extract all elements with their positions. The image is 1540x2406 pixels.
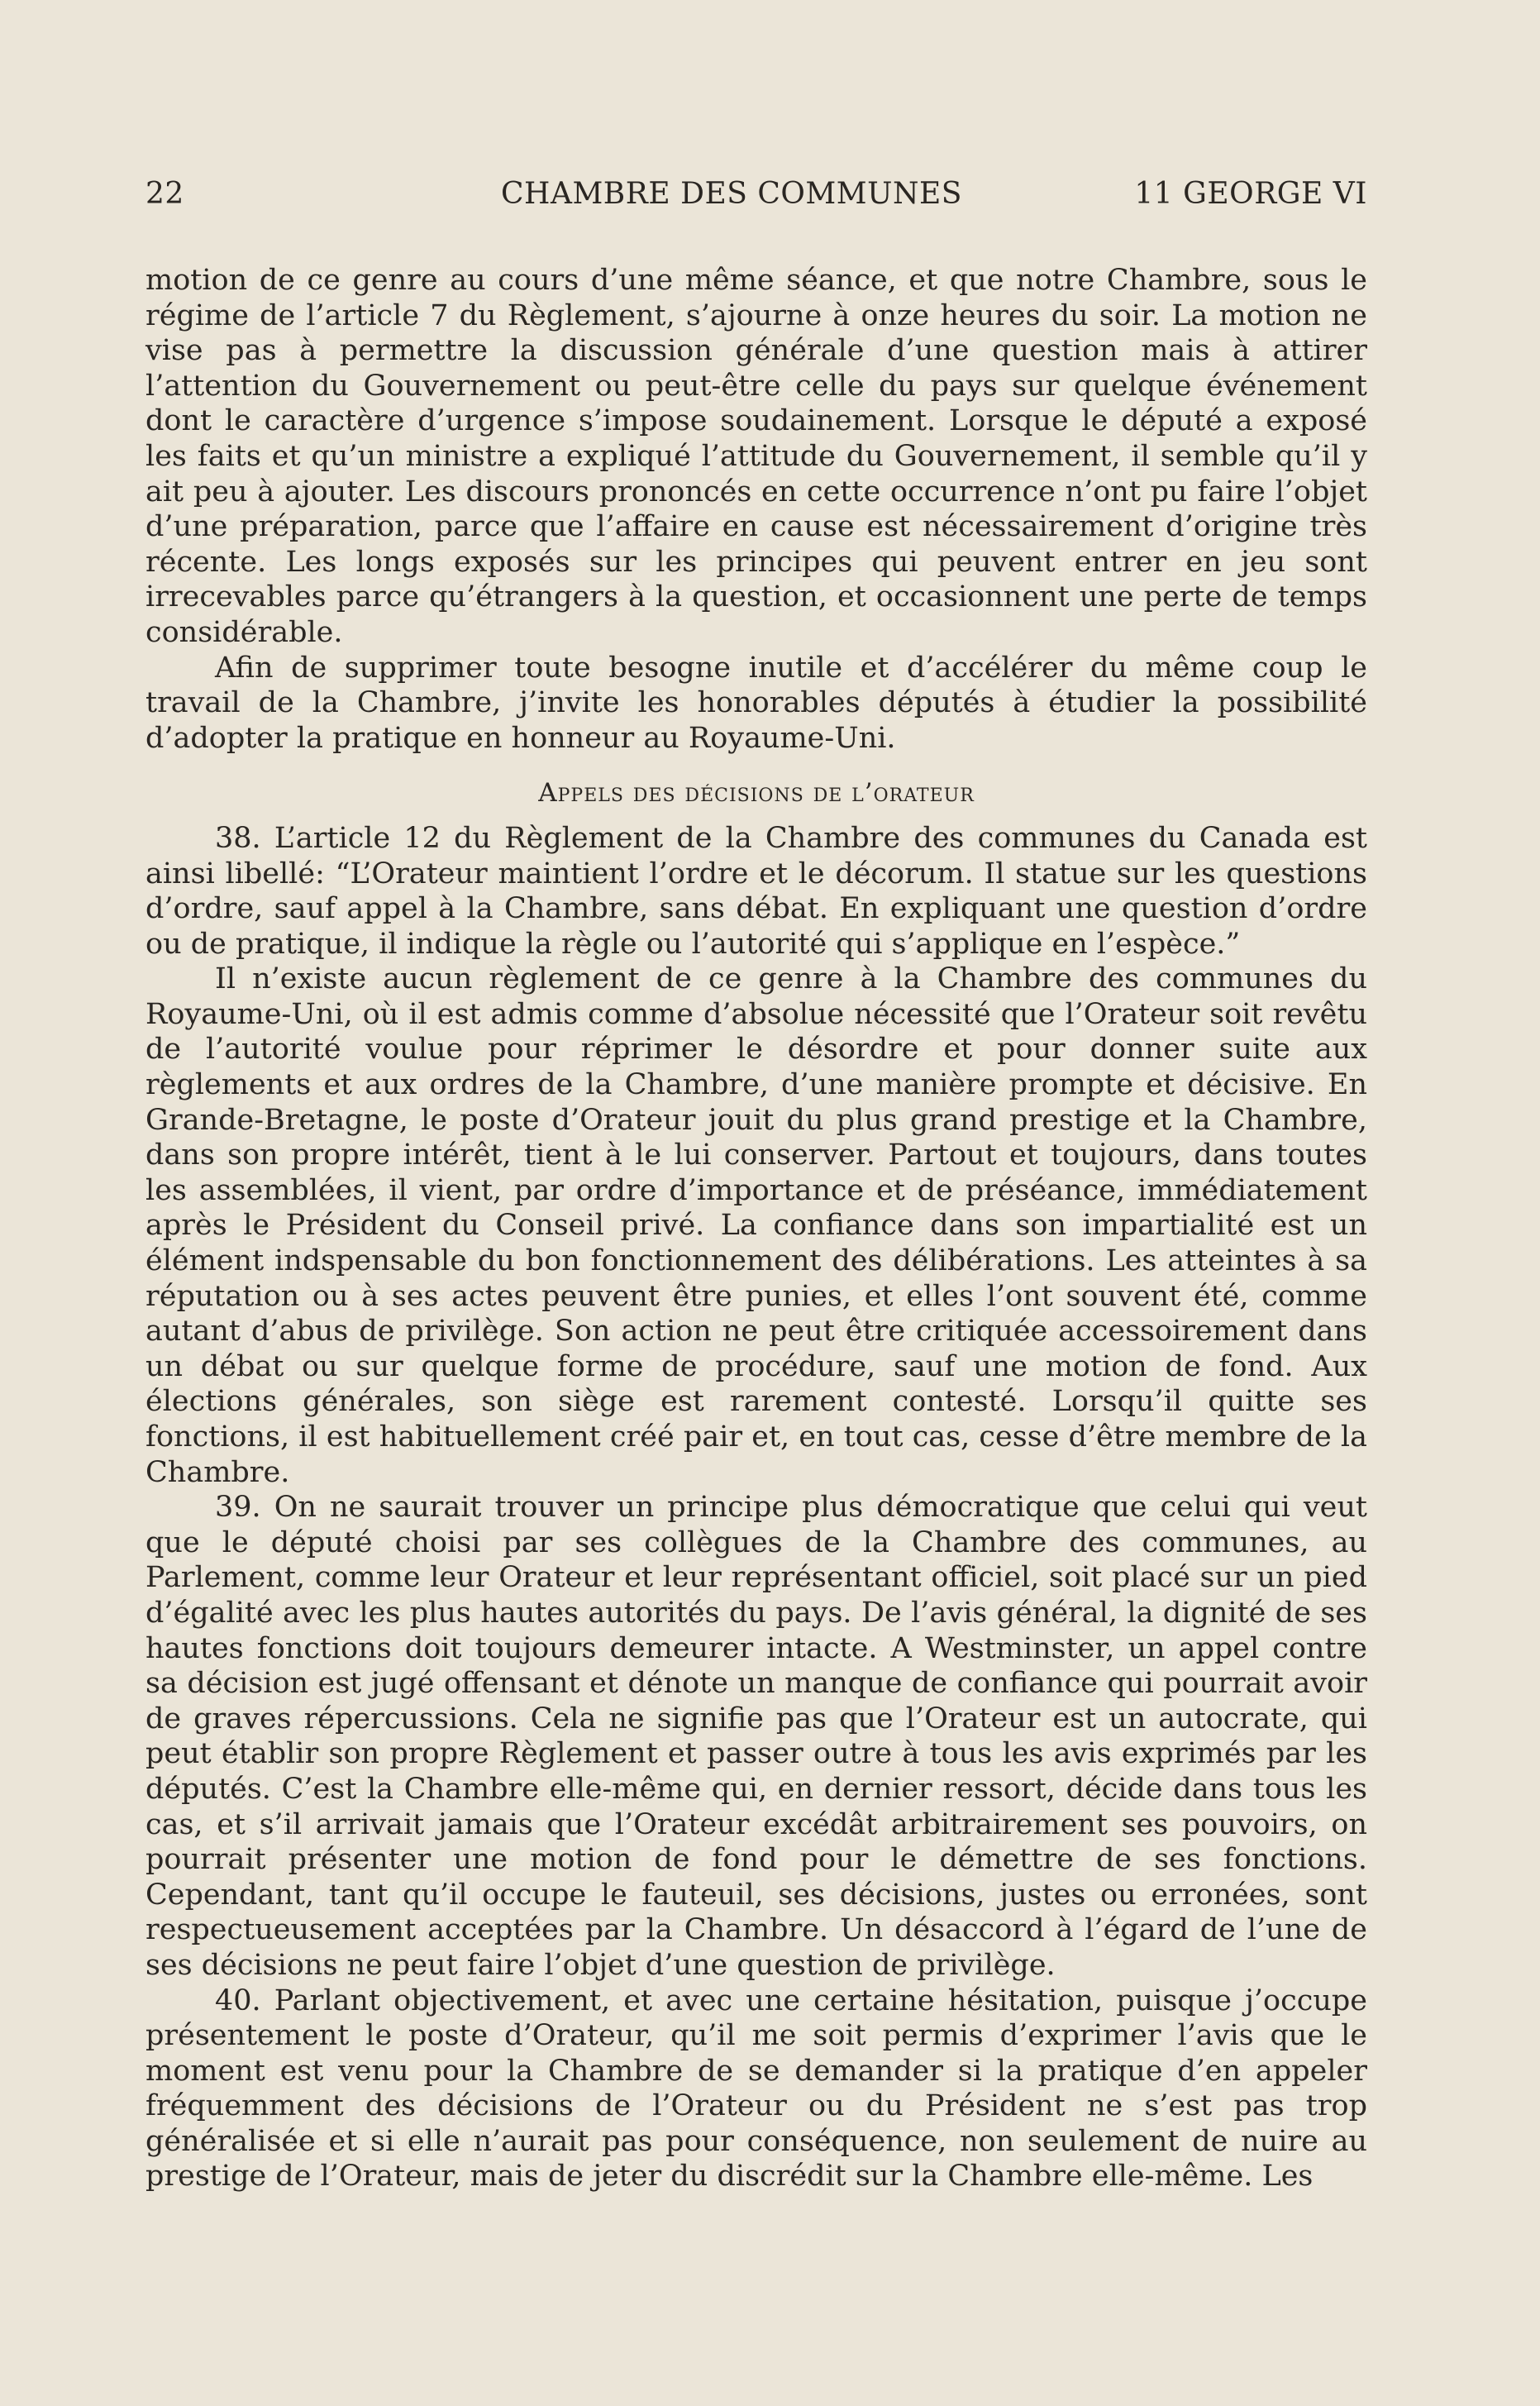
paragraph-38: 38. L’article 12 du Règlement de la Chambre des communes du Canada est ainsi libellé: “L’Orateur maintient l’ordre et le décorum. Il statue sur les questions d’ordre, sauf appel à la Chambre, sans débat. En expliquant une question d’ordre ou de pratique, il indique la règle ou l’autorité qui s’applique en l’espèce.” xyxy=(145,821,1367,961)
paragraph: Il n’existe aucun règlement de ce genre à la Chambre des communes du Royaume-Uni, où il est admis comme d’absolue nécessité que l’Orateur soit revêtu de l’autorité voulue pour réprimer le désordre et pour donner suite aux règlements et aux ordres de la Chambre, d’une manière prompte et décisive. En Grande-Bretagne, le poste d’Orateur jouit du plus grand prestige et la Chambre, dans son propre intérêt, tient à le lui conserver. Partout et toujours, dans toutes les assemblées, il vient, par ordre d’importance et de préséance, immédiatement après le Président du Conseil privé. La confiance dans son impartialité est un élément indspensable du bon fonctionnement des délibérations. Les atteintes à sa réputation ou à ses actes peuvent être punies, et elles l’ont souvent été, comme autant d’abus de privilège. Son action ne peut être critiquée accessoirement dans un débat ou sur quelque forme de procédure, sauf une motion de fond. Aux élections générales, son siège est rarement contesté. Lorsqu’il quitte ses fonctions, il est habituellement créé pair et, en tout cas, cesse d’être membre de la Chambre. xyxy=(145,962,1367,1489)
session-label: 11 GEORGE VI xyxy=(1134,177,1367,211)
section-heading: Appels des décisions de l’orateur xyxy=(538,778,975,809)
paragraph: Afin de supprimer toute besogne inutile et d’accélérer du même coup le travail de la Chambre, j’invite les honorables députés à étudier la possibilité d’adopter la pratique en honneur au Royaume-Uni. xyxy=(145,651,1367,755)
page-number: 22 xyxy=(145,177,184,211)
running-title: CHAMBRE DES COMMUNES xyxy=(501,177,962,211)
body-text xyxy=(145,263,1367,2194)
paragraph-continued: motion de ce genre au cours d’une même séance, et que notre Chambre, sous le régime de l’article 7 du Règlement, s’ajourne à onze heures du soir. La motion ne vise pas à permettre la discussion générale d’une question mais à attirer l’attention du Gouvernement ou peut-être celle du pays sur quelque événement dont le caractère d’urgence s’impose soudainement. Lorsque le député a exposé les faits et qu’un ministre a expliqué l’attitude du Gouvernement, il semble qu’il y ait peu à ajouter. Les discours prononcés en cette occurrence n’ont pu faire l’objet d’une préparation, parce que l’affaire en cause est nécessairement d’origine très récente. Les longs exposés sur les principes qui peuvent entrer en jeu sont irrecevables parce qu’étrangers à la question, et occasionnent une perte de temps considérable. xyxy=(145,264,1367,649)
paragraph-40: 40. Parlant objectivement, et avec une certaine hésitation, puisque j’occupe présentement le poste d’Orateur, qu’il me soit permis d’exprimer l’avis que le moment est venu pour la Chambre de se demander si la pratique d’en appeler fréquemment des décisions de l’Orateur ou du Président ne s’est pas trop généralisée et si elle n’aurait pas pour conséquence, non seulement de nuire au prestige de l’Orateur, mais de jeter du discrédit sur la Chambre elle-même. Les xyxy=(145,1984,1367,2194)
paragraph-39: 39. On ne saurait trouver un principe plus démocratique que celui qui veut que le député choisi par ses collègues de la Chambre des communes, au Parlement, comme leur Orateur et leur représentant officiel, soit placé sur un pied d’égalité avec les plus hautes autorités du pays. De l’avis général, la dignité de ses hautes fonctions doit toujours demeurer intacte. A Westminster, un appel contre sa décision est jugé offensant et dénote un manque de confiance qui pourrait avoir de graves répercussions. Cela ne signifie pas que l’Orateur est un autocrate, qui peut établir son propre Règlement et passer outre à tous les avis exprimés par les députés. C’est la Chambre elle-même qui, en dernier ressort, décide dans tous les cas, et s’il arrivait jamais que l’Orateur excédât arbitrairement ses pouvoirs, on pourrait présenter une motion de fond pour le démettre de ses fonctions. Cependant, tant qu’il occupe le fauteuil, ses décisions, justes ou erronées, sont respectueusement acceptées par la Chambre. Un désaccord à l’égard de l’une de ses décisions ne peut faire l’objet d’une question de privilège. xyxy=(145,1491,1367,1982)
running-header xyxy=(145,174,1367,215)
